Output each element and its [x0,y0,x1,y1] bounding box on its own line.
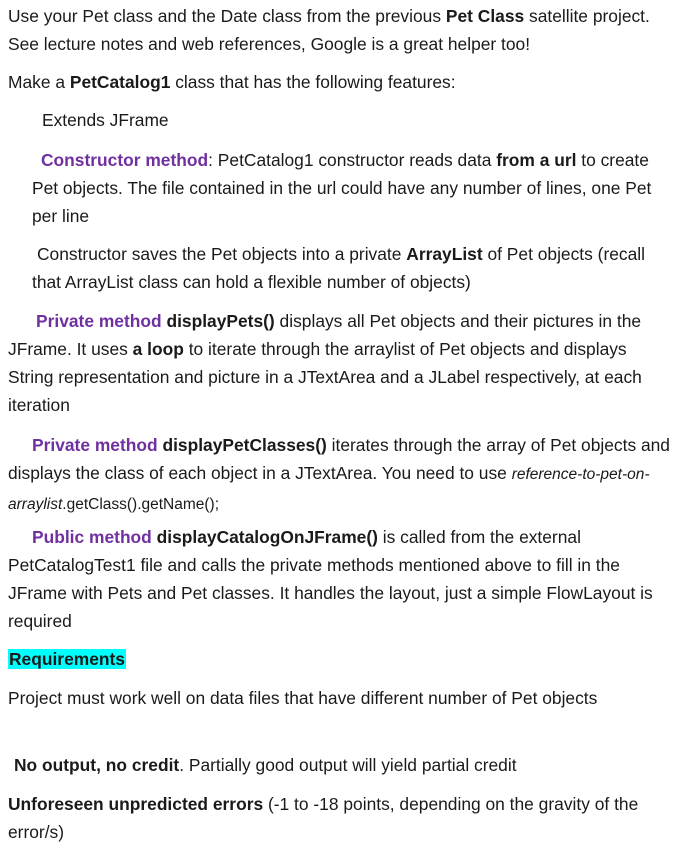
constructor-item-2 [8,240,676,296]
constructor1-text-cont: to create Pet objects. The file contained in the url could have any number of lines, one Pet per line [32,150,652,226]
intro-bold-pet-class: Pet Class [445,6,525,26]
display-pets-method-name: displayPets() [161,311,275,331]
private-method-label-2: Private method [32,435,158,455]
make-text: Make a [8,72,70,92]
display-classes-text: iterates through the array of Pet objects and displays the class of each object in a JTextArea. You need to use [8,435,670,483]
make-paragraph [8,68,676,96]
display-classes-italic-ref: reference-to-pet-on-arraylist [8,466,650,513]
display-classes-code: .getClass().getName(); [62,496,220,513]
intro-text-cont: satellite project. See lecture notes and web references, Google is a great helper too! [8,6,650,54]
private-method-label: Private method [36,311,162,331]
display-catalog-item [8,523,676,635]
display-catalog-text: is called from the external PetCatalogTest1 file and calls the private methods mentioned above to fill in the JFrame with Pets and Pet classes. It handles the layout, just a simple FlowLayout is required [8,527,653,631]
requirements-heading-line [8,645,676,673]
constructor1-text: : PetCatalog1 constructor reads data [208,150,497,170]
constructor1-bold-url: from a url [496,150,577,170]
extends-item: Extends JFrame [42,110,169,130]
display-pets-text-cont: to iterate through the arraylist of Pet objects and displays String representation and picture in a JTextArea and a JLabel respectively, at each iteration [8,339,642,415]
intro-text: Use your Pet class and the Date class from the previous [8,6,446,26]
constructor2-text: Constructor saves the Pet objects into a private [37,244,407,264]
display-pets-item [8,307,676,419]
req3-bold: Unforeseen unpredicted errors [8,794,264,814]
display-classes-item [8,431,676,519]
display-pets-text: displays all Pet objects and their pictures in the JFrame. It uses [8,311,642,359]
make-text-cont: class that has the following features: [170,72,456,92]
make-bold-classname: PetCatalog1 [69,72,171,92]
constructor2-bold-arraylist: ArrayList [406,244,483,264]
req2-bold: No output, no credit [14,755,180,775]
constructor-method-label: Constructor method [41,150,209,170]
requirement-3 [8,790,676,846]
public-method-label: Public method [32,527,152,547]
requirement-1: Project must work well on data files that have different number of Pet objects [8,688,598,708]
intro-paragraph [8,2,676,58]
req3-text: (-1 to -18 points, depending on the gravity of the error/s) [8,794,639,842]
display-pets-bold-loop: a loop [132,339,184,359]
constructor2-text-cont: of Pet objects (recall that ArrayList class can hold a flexible number of objects) [32,244,646,292]
requirements-heading: Requirements [9,649,125,669]
req2-text: . Partially good output will yield partial credit [179,755,517,775]
constructor-item-1 [8,146,676,230]
display-catalog-method-name: displayCatalogOnJFrame() [151,527,378,547]
requirement-2 [8,751,676,779]
display-classes-method-name: displayPetClasses() [157,435,327,455]
